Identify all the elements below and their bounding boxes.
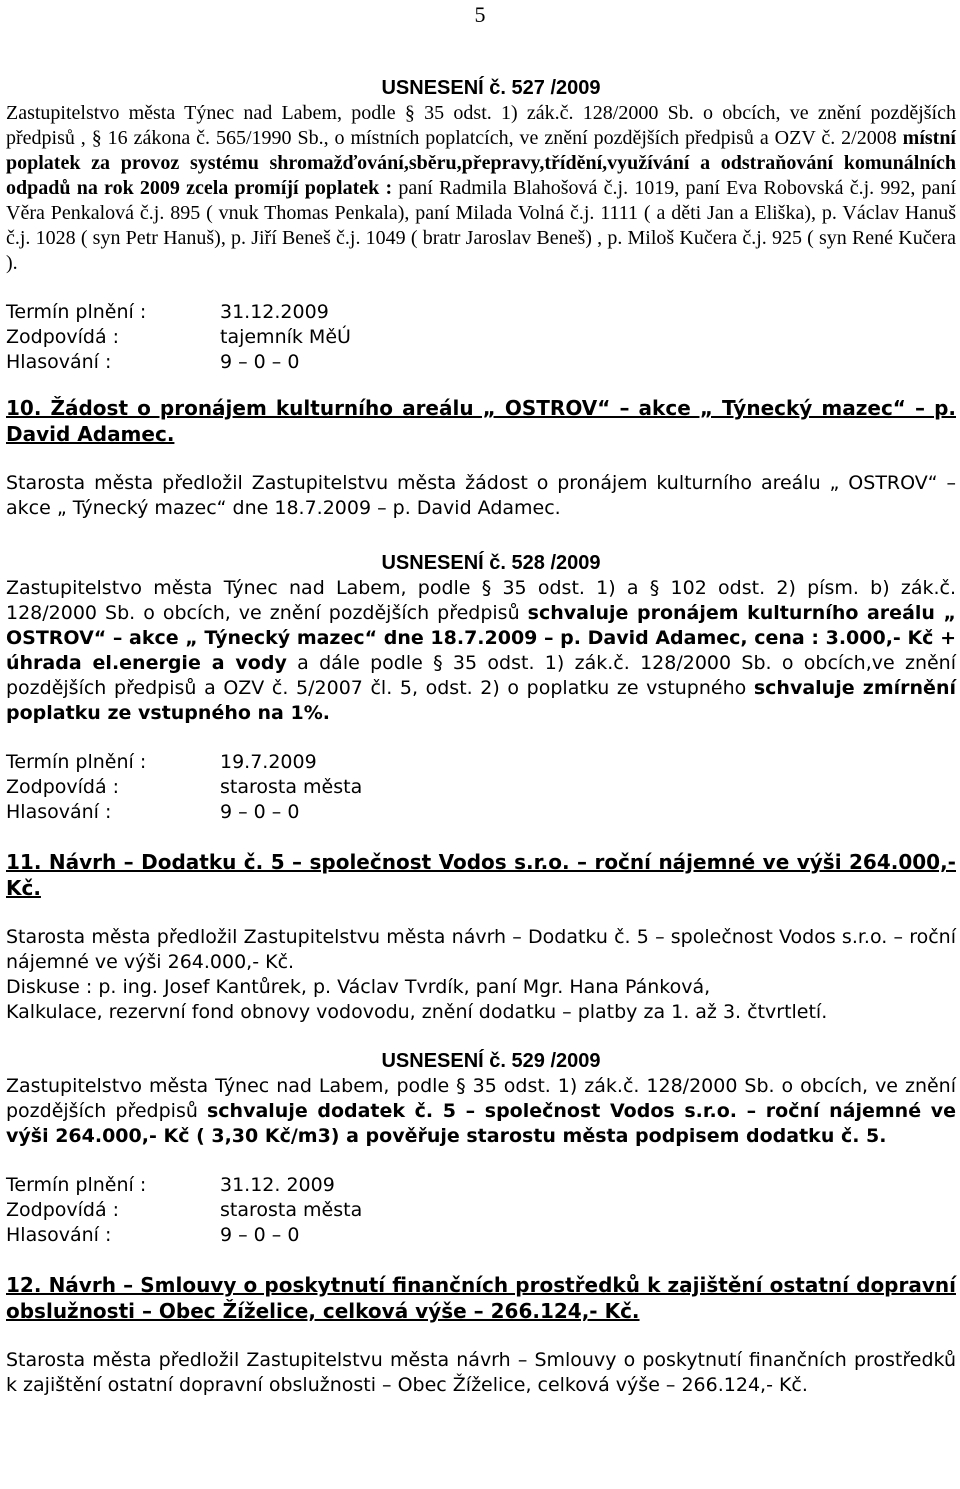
section-intro: Starosta města předložil Zastupitelstvu města návrh – Smlouvy o poskytnutí finančních prostředků k zajištění ostatní dopravní obslužnosti – Obec Žíželice, celková výše – 266.124,- Kč. — [6, 1349, 956, 1396]
termin-value: 31.12.2009 — [220, 301, 329, 323]
agenda-item-11 — [6, 849, 956, 1248]
resolution-text — [6, 576, 956, 726]
zodpovida-label: Zodpovídá : — [6, 776, 120, 798]
section-heading: 12. Návrh – Smlouvy o poskytnutí finančních prostředků k zajištění ostatní dopravní obslužnosti – Obec Žíželice, celková výše – 266.124,- Kč. — [6, 1273, 956, 1323]
page-number: 5 — [474, 2, 486, 27]
resolution-text-bold: místní poplatek za provoz systému shromažďování,sběru,přepravy,třídění,využívání a odstraňování komunálních odpadů na rok 2009 zcela promíjí poplatek : — [6, 127, 956, 199]
hlasovani-value: 9 – 0 – 0 — [220, 351, 300, 373]
zodpovida-label: Zodpovídá : — [6, 1199, 120, 1221]
kalkulace-line: Kalkulace, rezervní fond obnovy vodovodu, znění dodatku – platby za 1. až 3. čtvrtletí. — [6, 1001, 828, 1023]
resolution-text — [6, 101, 956, 276]
agenda-item-12 — [6, 1272, 956, 1398]
resolution-title: USNESENÍ č. 529 /2009 — [381, 1050, 601, 1072]
resolution-title: USNESENÍ č. 527 /2009 — [381, 77, 601, 99]
zodpovida-value: starosta města — [220, 1199, 363, 1221]
hlasovani-value: 9 – 0 – 0 — [220, 801, 300, 823]
section-intro: Starosta města předložil Zastupitelstvu města návrh – Dodatku č. 5 – společnost Vodos s.r.o. – roční nájemné ve výši 264.000,- Kč. — [6, 926, 956, 973]
resolution-text-bold2: schvaluje zmírnění poplatku ze vstupného na 1%. — [6, 677, 956, 724]
section-heading: 10. Žádost o pronájem kulturního areálu „ OSTROV“ – akce „ Týnecký mazec“ – p. David Adamec. — [6, 396, 956, 446]
termin-value: 19.7.2009 — [220, 751, 317, 773]
termin-label: Termín plnění : — [6, 1174, 147, 1196]
resolution-text-part2: a dále podle § 35 odst. 1) zák.č. 128/2000 Sb. o obcích,ve znění pozdějších předpisů a OZV č. 5/2007 čl. 5, odst. 2) o poplatku ze vstupného — [6, 652, 957, 699]
resolution-title: USNESENÍ č. 528 /2009 — [381, 552, 601, 574]
section-heading: 11. Návrh – Dodatku č. 5 – společnost Vodos s.r.o. – roční nájemné ve výši 264.000,- Kč. — [6, 850, 956, 900]
hlasovani-label: Hlasování : — [6, 801, 112, 823]
resolution-meta — [6, 300, 351, 375]
zodpovida-value: tajemník MěÚ — [220, 326, 351, 348]
termin-label: Termín plnění : — [6, 751, 147, 773]
resolution-text-names: paní Radmila Blahošová č.j. 1019, paní Eva Robovská č.j. 992, paní Věra Penkalová č.j. 895 ( vnuk Thomas Penkala), paní Milada Volná č.j. 1111 ( a děti Jan a Eliška), p. Václav Hanuš č.j. 1028 ( syn Petr Hanuš), p. Jiří Beneš č.j. 1049 ( bratr Jaroslav Beneš) , p. Miloš Kučera č.j. 925 ( syn René Kučera ). — [6, 177, 956, 274]
resolution-text-intro: Zastupitelstvo města Týnec nad Labem, podle § 35 odst. 1) zák.č. 128/2000 Sb. o obcích, ve znění pozdějších předpisů , § 16 zákona č. 565/1990 Sb., o místních poplatcích, ve znění pozdějších předpisů a OZV č. 2/2008 — [6, 102, 956, 149]
resolution-text-bold1: schvaluje dodatek č. 5 – společnost Vodos s.r.o. – roční nájemné ve výši 264.000,- Kč ( 3,30 Kč/m3) a pověřuje starostu města podpisem dodatku č. 5. — [6, 1100, 957, 1147]
zodpovida-label: Zodpovídá : — [6, 326, 120, 348]
resolution-text-part1: Zastupitelstvo města Týnec nad Labem, podle § 35 odst. 1) zák.č. 128/2000 Sb. o obcích, ve znění pozdějších předpisů — [6, 1075, 956, 1122]
diskuse-line: Diskuse : p. ing. Josef Kantůrek, p. Václav Tvrdík, paní Mgr. Hana Pánková, — [6, 976, 711, 998]
hlasovani-value: 9 – 0 – 0 — [220, 1224, 300, 1246]
termin-value: 31.12. 2009 — [220, 1174, 335, 1196]
resolution-text-bold1: schvaluje pronájem kulturního areálu „ OSTROV“ – akce „ Týnecký mazec“ dne 18.7.2009 – p. David Adamec, cena : 3.000,- Kč + úhrada el.energie a vody — [6, 602, 956, 674]
hlasovani-label: Hlasování : — [6, 1224, 112, 1246]
zodpovida-value: starosta města — [220, 776, 363, 798]
document-body — [6, 76, 956, 1398]
section-intro: Starosta města předložil Zastupitelstvu města žádost o pronájem kulturního areálu „ OSTROV“ – akce „ Týnecký mazec“ dne 18.7.2009 – p. David Adamec. — [6, 472, 956, 519]
resolution-meta — [6, 1173, 362, 1248]
termin-label: Termín plnění : — [6, 301, 147, 323]
resolution-text-part1: Zastupitelstvo města Týnec nad Labem, podle § 35 odst. 1) a § 102 odst. 2) písm. b) zák.č. 128/2000 Sb. o obcích, ve znění pozdějších předpisů — [6, 577, 956, 624]
agenda-item-10 — [6, 395, 956, 825]
hlasovani-label: Hlasování : — [6, 351, 112, 373]
resolution-text — [6, 1074, 956, 1149]
resolution-meta — [6, 750, 362, 825]
resolution-527 — [6, 76, 956, 375]
